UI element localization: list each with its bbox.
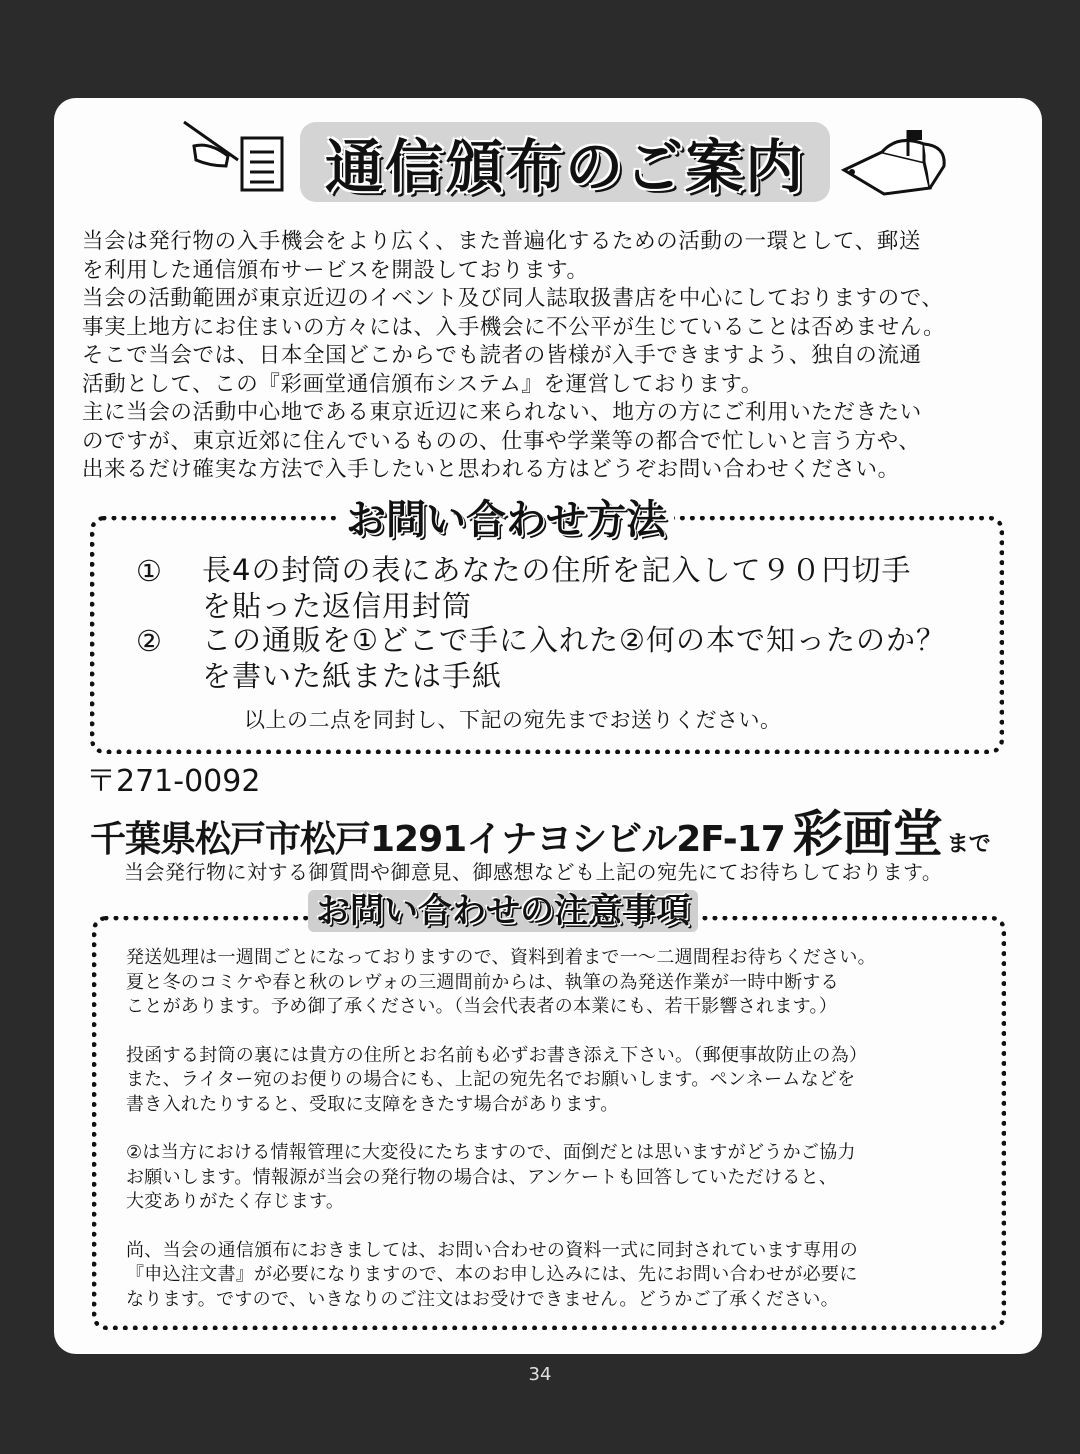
- notes-line: なります。ですので、いきなりのご注文はお受けできません。どうかご了承ください。: [126, 1288, 839, 1310]
- notes-line: また、ライター宛のお便りの場合にも、上記の宛先名でお願いします。ペンネームなどを: [126, 1069, 856, 1090]
- notes-line: 投函する封筒の裏には貴方の住所とお名前も必ずお書き添え下さい。（郵便事故防止の為）: [126, 1044, 868, 1066]
- notes-line: 発送処理は一週間ごとになっておりますので、資料到着まで一～二週間程お待ちください。: [126, 947, 876, 968]
- intro-text: [82, 228, 1032, 485]
- notes-text: [126, 946, 1006, 1312]
- address-suffix: まで: [946, 832, 991, 857]
- step-line: 長4の封筒の表にあなたの住所を記入して９０円切手: [202, 553, 912, 587]
- step-line: この通販を①どこで手に入れた②何の本で知ったのか？: [202, 623, 946, 657]
- intro-line: そこで当会では、日本全国どこからでも読者の皆様が入手できますよう、独自の流通: [82, 343, 922, 368]
- intro-line: を利用した通信頒布サービスを開設しております。: [82, 257, 589, 283]
- step-number: ②: [136, 624, 162, 658]
- mailbox-icon: [838, 126, 954, 196]
- intro-line: 当会の活動範囲が東京近辺のイベント及び同人誌取扱書店を中心にしておりますので、: [82, 286, 944, 311]
- intro-line: 出来るだけ確実な方法で入手したいと思われる方はどうぞお問い合わせください。: [82, 457, 900, 482]
- intro-line: 活動として、この『彩画堂通信頒布システム』を運営しております。: [82, 371, 763, 397]
- page-title: 通信頒布のご案内: [300, 122, 830, 202]
- address-text: 千葉県松戸市松戸1291イナヨシビル2F-17: [90, 819, 785, 860]
- organization-name: 彩画堂: [792, 805, 943, 863]
- notes-line: 尚、当会の通信頒布におきましては、お問い合わせの資料一式に同封されています専用の: [126, 1239, 858, 1261]
- postal-code: 〒271-0092: [86, 764, 261, 799]
- notes-line: 『申込注文書』が必要になりますので、本のお申し込みには、先にお問い合わせが必要に: [126, 1264, 858, 1285]
- intro-line: 当会は発行物の入手機会をより広く、また普遍化するための活動の一環として、郵送: [82, 229, 921, 254]
- page-number: 34: [528, 1364, 552, 1385]
- address-note: 当会発行物に対する御質問や御意見、御感想なども上記の宛先にてお待ちしております。: [124, 860, 943, 884]
- notes-line: ②は当方における情報管理に大変役にたちますので、面倒だとは思いますがどうかご協力: [126, 1142, 856, 1163]
- notes-line: 大変ありがたく存じます。: [126, 1191, 345, 1212]
- notes-line: お願いします。情報源が当会の発行物の場合は、アンケートも回答していただけると、: [126, 1166, 838, 1188]
- step-line: を書いた紙または手紙: [202, 659, 503, 693]
- notes-title: お問い合わせの注意事項: [308, 890, 698, 932]
- step-line: を貼った返信用封筒: [202, 589, 473, 623]
- page-sheet: [54, 98, 1042, 1354]
- intro-line: 主に当会の活動中心地である東京近辺に来られない、地方の方にご利用いただきたい: [82, 400, 922, 425]
- inquiry-footer: 以上の二点を同封し、下記の宛先までお送りください。: [244, 708, 782, 732]
- step-number: ①: [136, 554, 162, 588]
- notes-line: ことがあります。予め御了承ください。（当会代表者の本業にも、若干影響されます。）: [126, 996, 838, 1017]
- notes-line: 夏と冬のコミケや春と秋のレヴォの三週間前からは、執筆の為発送作業が一時中断する: [126, 971, 839, 993]
- inquiry-title: お問い合わせ方法: [338, 496, 674, 544]
- pen-document-icon: [180, 116, 290, 194]
- intro-line: 事実上地方にお住まいの方々には、入手機会に不公平が生じていることは否めません。: [82, 314, 946, 340]
- intro-line: のですが、東京近郊に住んでいるものの、仕事や学業等の都合で忙しいと言う方や、: [82, 428, 921, 454]
- notes-line: 書き入れたりすると、受取に支障をきたす場合があります。: [126, 1093, 619, 1115]
